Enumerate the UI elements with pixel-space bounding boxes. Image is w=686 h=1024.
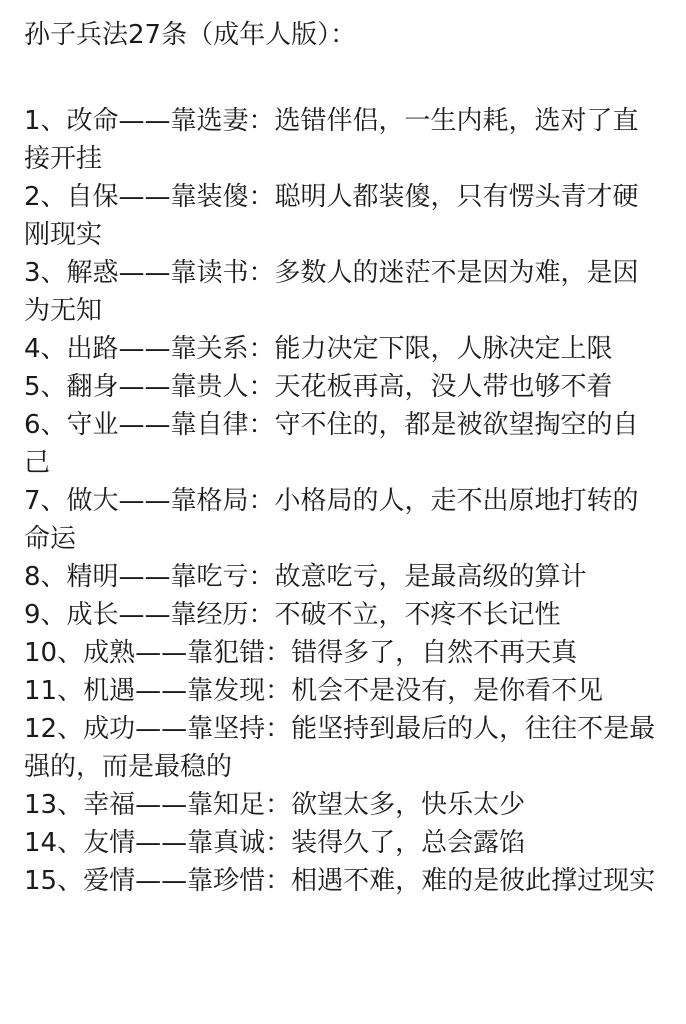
rule-item: 13、幸福——靠知足：欲望太多，快乐太少: [24, 790, 526, 820]
rules-list: [24, 102, 664, 900]
rule-item: 4、出路——靠关系：能力决定下限，人脉决定上限: [24, 334, 613, 364]
rule-item: 2、自保——靠装傻：聪明人都装傻，只有愣头青才硬刚现实: [24, 182, 639, 250]
rule-item: 7、做大——靠格局：小格局的人，走不出原地打转的命运: [24, 486, 639, 554]
title-spacer: [24, 54, 664, 102]
rule-item: 15、爱情——靠珍惜：相遇不难，难的是彼此撑过现实: [24, 866, 656, 896]
rule-item: 14、友情——靠真诚：装得久了，总会露馅: [24, 828, 526, 858]
rule-item: 9、成长——靠经历：不破不立，不疼不长记性: [24, 600, 561, 630]
rule-item: 12、成功——靠坚持：能坚持到最后的人，往往不是最强的，而是最稳的: [24, 714, 656, 782]
rule-item: 11、机遇——靠发现：机会不是没有，是你看不见: [24, 676, 604, 706]
rule-item: 10、成熟——靠犯错：错得多了，自然不再天真: [24, 638, 578, 668]
document-title: 孙子兵法27条（成年人版）：: [24, 20, 357, 50]
rule-item: 1、改命——靠选妻：选错伴侣，一生内耗，选对了直接开挂: [24, 106, 639, 174]
rule-item: 6、守业——靠自律：守不住的，都是被欲望掏空的自己: [24, 410, 639, 478]
rule-item: 8、精明——靠吃亏：故意吃亏，是最高级的算计: [24, 562, 587, 592]
rule-item: 5、翻身——靠贵人：天花板再高，没人带也够不着: [24, 372, 613, 402]
rule-item: 3、解惑——靠读书：多数人的迷茫不是因为难，是因为无知: [24, 258, 639, 326]
